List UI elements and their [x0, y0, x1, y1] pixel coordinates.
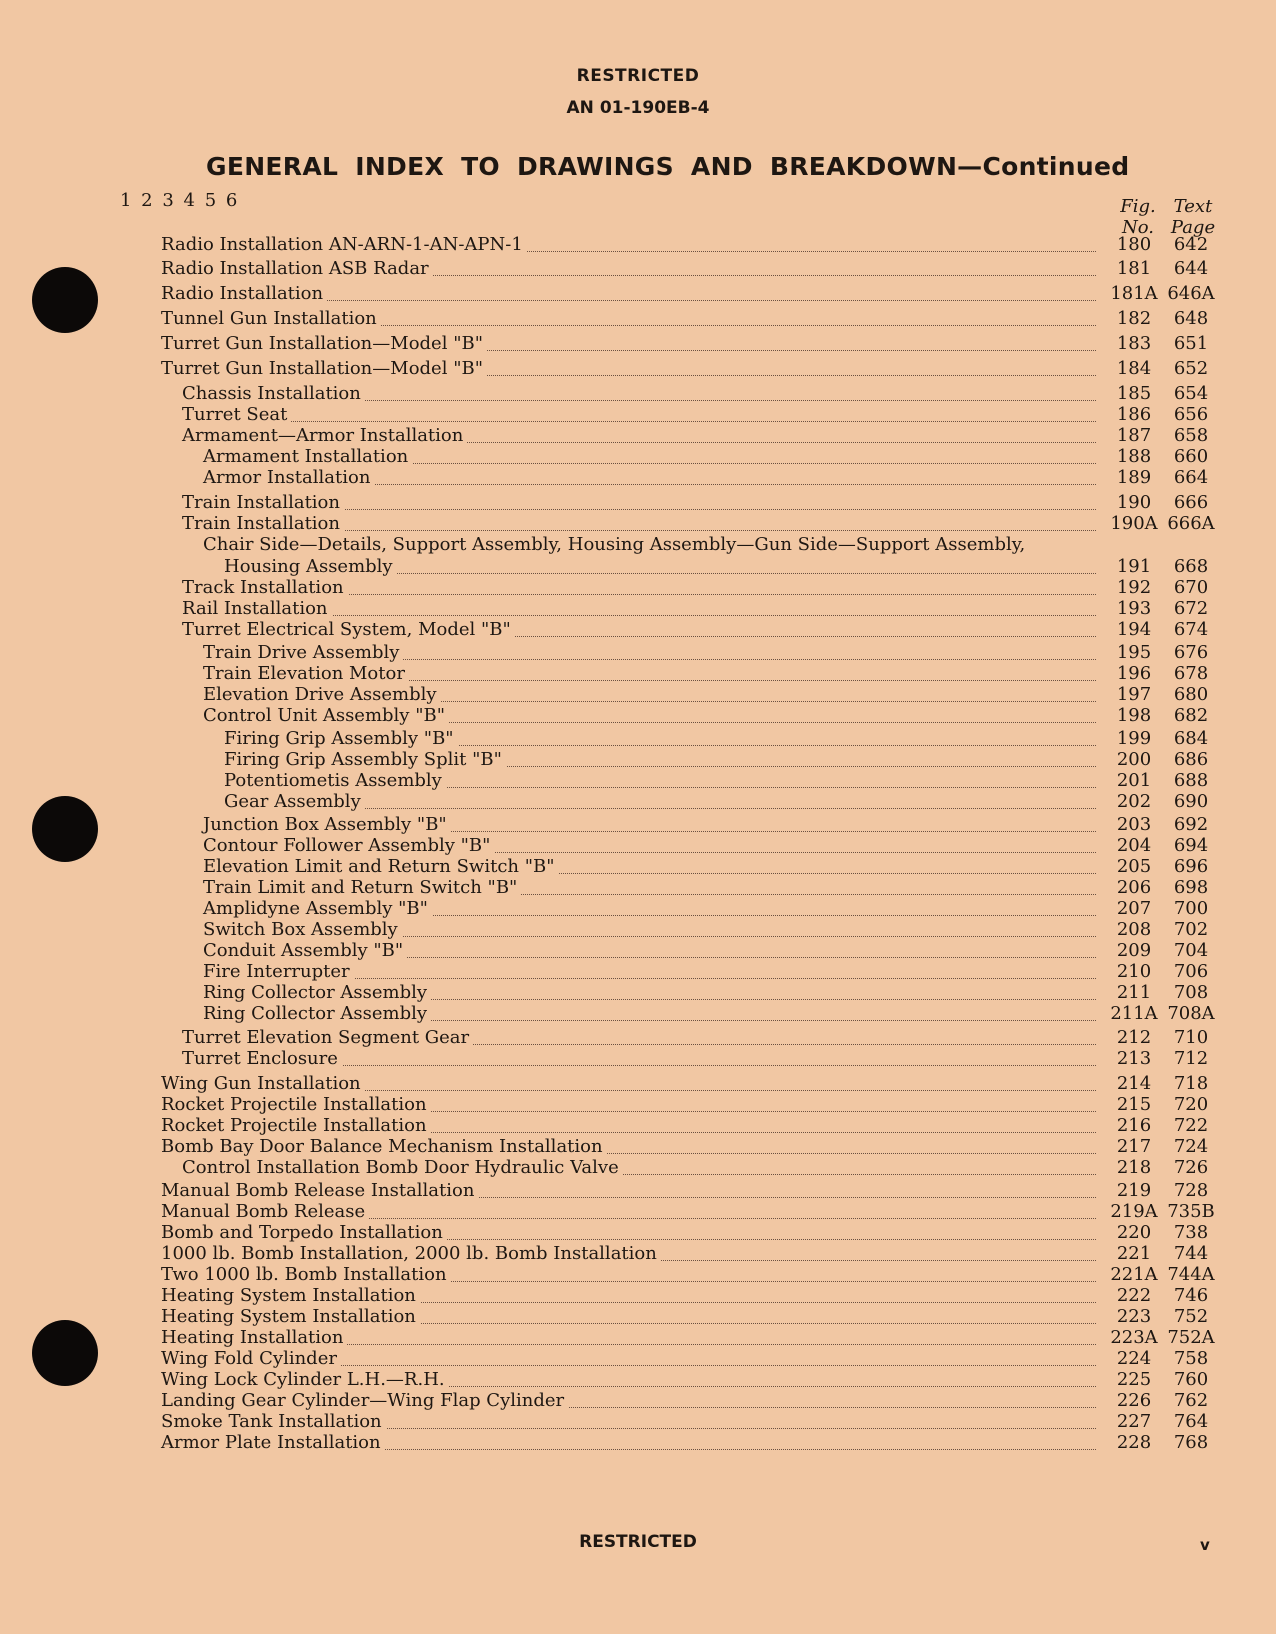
- index-entry-text-page: 642: [1173, 234, 1209, 255]
- index-entry-label: Heating Installation: [161, 1327, 347, 1349]
- index-entry: [0, 1157, 1276, 1179]
- index-entry-fig-no: 208: [1116, 919, 1152, 940]
- index-entry-text-page: 680: [1173, 684, 1209, 705]
- index-entry-text-page: 726: [1173, 1157, 1209, 1178]
- index-entry: [0, 234, 1276, 256]
- index-entry-label: Switch Box Assembly: [203, 919, 402, 941]
- document-number: AN 01-190EB-4: [566, 98, 710, 118]
- index-entry-fig-no: 213: [1116, 1048, 1152, 1069]
- index-entry-text-page: 686: [1173, 749, 1209, 770]
- index-entry-fig-no: 190A: [1110, 513, 1158, 534]
- index-entry-fig-no: 214: [1116, 1073, 1152, 1094]
- index-entry-text-page: 668: [1173, 556, 1209, 577]
- index-entry: [0, 598, 1276, 620]
- index-entry: [0, 814, 1276, 836]
- index-entry-text-page: 664: [1173, 467, 1209, 488]
- index-entry: [0, 1327, 1276, 1349]
- index-entry-label: Tunnel Gun Installation: [161, 308, 381, 330]
- page-number: v: [1200, 1536, 1210, 1554]
- index-entry: [0, 1222, 1276, 1244]
- index-entry-fig-no: 195: [1116, 642, 1152, 663]
- index-entry-fig-no: 221A: [1110, 1264, 1158, 1285]
- index-entry-label: Rail Installation: [182, 598, 332, 620]
- index-entry-fig-no: 183: [1116, 333, 1152, 354]
- index-entry-text-page: 682: [1173, 705, 1209, 726]
- index-entry: [0, 1115, 1276, 1137]
- index-entry-text-page: 651: [1173, 333, 1209, 354]
- index-entry-label: Control Installation Bomb Door Hydraulic Valve: [182, 1157, 623, 1179]
- index-entry-text-page: 708A: [1167, 1003, 1215, 1024]
- index-entry: [0, 619, 1276, 641]
- index-entry: [0, 1369, 1276, 1391]
- index-entry-fig-no: 191: [1116, 556, 1152, 577]
- index-entry-label: Two 1000 lb. Bomb Installation: [161, 1264, 451, 1286]
- index-entry-label: Wing Fold Cylinder: [161, 1348, 341, 1370]
- index-entry-text-page: 760: [1173, 1369, 1209, 1390]
- index-entry: [0, 308, 1276, 330]
- index-entry-fig-no: 211: [1116, 982, 1152, 1003]
- index-entry-text-page: 698: [1173, 877, 1209, 898]
- index-entry-text-page: 644: [1173, 258, 1209, 279]
- index-entry-fig-no: 188: [1116, 446, 1152, 467]
- index-entry-label: Contour Follower Assembly "B": [203, 835, 494, 857]
- index-entry-text-page: 656: [1173, 404, 1209, 425]
- index-entry-label: Conduit Assembly "B": [203, 940, 407, 962]
- index-entry-fig-no: 225: [1116, 1369, 1152, 1390]
- index-entry-fig-no: 192: [1116, 577, 1152, 598]
- index-entry-label: Armament Installation: [203, 446, 412, 468]
- index-entry: [0, 513, 1276, 535]
- index-entry-fig-no: 204: [1116, 835, 1152, 856]
- index-entry-fig-no: 184: [1116, 358, 1152, 379]
- index-entry: [0, 1136, 1276, 1158]
- index-entry-label: Bomb Bay Door Balance Mechanism Installation: [161, 1136, 607, 1158]
- index-entry-text-page: 710: [1173, 1027, 1209, 1048]
- index-entry-text-page: 720: [1173, 1094, 1209, 1115]
- index-entry-label: Ring Collector Assembly: [203, 982, 431, 1004]
- index-entry: [0, 1094, 1276, 1116]
- index-entry-label: Rocket Projectile Installation: [161, 1094, 431, 1116]
- indent-level-key: 1 2 3 4 5 6: [120, 190, 240, 211]
- index-entry-text-page: 674: [1173, 619, 1209, 640]
- index-entry-label: Track Installation: [182, 577, 348, 599]
- index-entry-fig-no: 202: [1116, 791, 1152, 812]
- index-entry: [0, 1048, 1276, 1070]
- index-entry-text-page: 660: [1173, 446, 1209, 467]
- index-entry: [0, 1243, 1276, 1265]
- index-entry-fig-no: 228: [1116, 1432, 1152, 1453]
- index-entry-label: Train Elevation Motor: [203, 663, 409, 685]
- index-entry-label: Rocket Projectile Installation: [161, 1115, 431, 1137]
- index-entry-label: Firing Grip Assembly Split "B": [224, 749, 506, 771]
- index-entry-text-page: 752: [1173, 1306, 1209, 1327]
- index-entry: [0, 1264, 1276, 1286]
- index-entry-text-page: 752A: [1167, 1327, 1215, 1348]
- index-entry-label: Ring Collector Assembly: [203, 1003, 431, 1025]
- index-entry-text-page: 708: [1173, 982, 1209, 1003]
- index-entry-text-page: 738: [1173, 1222, 1209, 1243]
- index-entry-fig-no: 226: [1116, 1390, 1152, 1411]
- index-entry-fig-no: 187: [1116, 425, 1152, 446]
- index-entry-text-page: 648: [1173, 308, 1209, 329]
- index-entry-fig-no: 224: [1116, 1348, 1152, 1369]
- index-entry-fig-no: 221: [1116, 1243, 1152, 1264]
- index-entry-fig-no: 180: [1116, 234, 1152, 255]
- index-entry-label: Firing Grip Assembly "B": [224, 728, 458, 750]
- index-entry-fig-no: 219: [1116, 1180, 1152, 1201]
- index-entry: [0, 1432, 1276, 1454]
- page-title: GENERAL INDEX TO DRAWINGS AND BREAKDOWN—Continued: [206, 152, 1130, 181]
- index-entry: [0, 1027, 1276, 1049]
- index-entry-fig-no: 223A: [1110, 1327, 1158, 1348]
- index-entry: [0, 898, 1276, 920]
- index-entry-fig-no: 201: [1116, 770, 1152, 791]
- index-entry-label: Armor Plate Installation: [161, 1432, 385, 1454]
- index-entry-fig-no: 223: [1116, 1306, 1152, 1327]
- index-entry-label: Manual Bomb Release Installation: [161, 1180, 478, 1202]
- index-entry-text-page: 652: [1173, 358, 1209, 379]
- index-entry-text-page: 724: [1173, 1136, 1209, 1157]
- index-entry-label: Armor Installation: [203, 467, 374, 489]
- index-entry-label: Chassis Installation: [182, 383, 365, 405]
- index-entry-text-page: 684: [1173, 728, 1209, 749]
- index-entry-fig-no: 227: [1116, 1411, 1152, 1432]
- index-entry: [0, 663, 1276, 685]
- index-entry: [0, 1306, 1276, 1328]
- index-entry-fig-no: 207: [1116, 898, 1152, 919]
- index-entry: [0, 705, 1276, 727]
- index-entry-fig-no: 200: [1116, 749, 1152, 770]
- index-entry: [0, 577, 1276, 599]
- index-entry: [0, 1348, 1276, 1370]
- index-entry-label: Elevation Drive Assembly: [203, 684, 441, 706]
- index-entry: [0, 1201, 1276, 1223]
- index-entry-label: Heating System Installation: [161, 1285, 420, 1307]
- index-entry-text-page: 688: [1173, 770, 1209, 791]
- index-entry-text-page: 696: [1173, 856, 1209, 877]
- index-entry-fig-no: 194: [1116, 619, 1152, 640]
- index-entry-label: Wing Lock Cylinder L.H.—R.H.: [161, 1369, 449, 1391]
- index-entry: [0, 749, 1276, 771]
- index-entry-label: Fire Interrupter: [203, 961, 354, 983]
- index-entry-text-page: 706: [1173, 961, 1209, 982]
- index-entry-fig-no: 203: [1116, 814, 1152, 835]
- index-entry: [0, 333, 1276, 355]
- index-entry: [0, 258, 1276, 280]
- index-entry: [0, 492, 1276, 514]
- index-entry-label: Heating System Installation: [161, 1306, 420, 1328]
- index-entry: [0, 383, 1276, 405]
- index-entry-label: Wing Gun Installation: [161, 1073, 365, 1095]
- index-entry-continuation: Chair Side—Details, Support Assembly, Housing Assembly—Gun Side—Support Assembly,: [203, 534, 1026, 555]
- index-entry-label: Radio Installation ASB Radar: [161, 258, 433, 280]
- index-entry-fig-no: 215: [1116, 1094, 1152, 1115]
- index-entry-fig-no: 206: [1116, 877, 1152, 898]
- index-entry: [0, 1285, 1276, 1307]
- index-entry-label: Gear Assembly: [224, 791, 365, 813]
- index-entry-text-page: 712: [1173, 1048, 1209, 1069]
- index-entry-label: Radio Installation AN-ARN-1-AN-APN-1: [161, 234, 527, 256]
- index-entry-label: Train Limit and Return Switch "B": [203, 877, 521, 899]
- index-entry-label: Armament—Armor Installation: [182, 425, 467, 447]
- index-entry-text-page: 746: [1173, 1285, 1209, 1306]
- index-entry: [0, 1411, 1276, 1433]
- index-entry-label: Elevation Limit and Return Switch "B": [203, 856, 559, 878]
- column-header-fig-line1: Fig.: [1120, 196, 1156, 217]
- index-entry-label: Amplidyne Assembly "B": [203, 898, 432, 920]
- index-entry-label: 1000 lb. Bomb Installation, 2000 lb. Bomb Installation: [161, 1243, 661, 1265]
- index-entry-text-page: 676: [1173, 642, 1209, 663]
- column-header-page-line2: Page: [1170, 217, 1216, 238]
- index-entry-label: Radio Installation: [161, 283, 327, 305]
- index-entry-fig-no: 218: [1116, 1157, 1152, 1178]
- index-entry-text-page: 702: [1173, 919, 1209, 940]
- index-entry-fig-no: 185: [1116, 383, 1152, 404]
- index-entry: [0, 835, 1276, 857]
- index-entry-fig-no: 211A: [1110, 1003, 1158, 1024]
- index-entry-text-page: 692: [1173, 814, 1209, 835]
- index-entry-text-page: 672: [1173, 598, 1209, 619]
- index-entry-fig-no: 189: [1116, 467, 1152, 488]
- index-entry-text-page: 694: [1173, 835, 1209, 856]
- index-entry-fig-no: 219A: [1110, 1201, 1158, 1222]
- index-entry-text-page: 728: [1173, 1180, 1209, 1201]
- index-entry-fig-no: 190: [1116, 492, 1152, 513]
- index-entry-text-page: 670: [1173, 577, 1209, 598]
- index-entry-fig-no: 216: [1116, 1115, 1152, 1136]
- index-entry-text-page: 768: [1173, 1432, 1209, 1453]
- index-entry-label: Junction Box Assembly "B": [203, 814, 451, 836]
- index-entry-fig-no: 197: [1116, 684, 1152, 705]
- index-entry-text-page: 744A: [1167, 1264, 1215, 1285]
- index-entry-fig-no: 222: [1116, 1285, 1152, 1306]
- index-entry: [0, 425, 1276, 447]
- index-entry: [0, 940, 1276, 962]
- index-entry: [0, 1180, 1276, 1202]
- classification-top: RESTRICTED: [576, 66, 700, 86]
- dot-leader: [182, 421, 1096, 422]
- index-entry: [0, 856, 1276, 878]
- index-entry-fig-no: 181A: [1110, 283, 1158, 304]
- column-header-page-line1: Text: [1173, 196, 1213, 217]
- index-entry-text-page: 704: [1173, 940, 1209, 961]
- index-entry: [0, 982, 1276, 1004]
- index-entry-label: Turret Enclosure: [182, 1048, 342, 1070]
- index-entry-text-page: 762: [1173, 1390, 1209, 1411]
- index-entry-text-page: 700: [1173, 898, 1209, 919]
- index-entry-label: Housing Assembly: [224, 556, 397, 578]
- index-entry-text-page: 654: [1173, 383, 1209, 404]
- index-entry-fig-no: 212: [1116, 1027, 1152, 1048]
- index-entry-label: Turret Electrical System, Model "B": [182, 619, 515, 641]
- index-entry: [0, 642, 1276, 664]
- index-entry: [0, 961, 1276, 983]
- index-entry: [0, 770, 1276, 792]
- index-entry-text-page: 764: [1173, 1411, 1209, 1432]
- index-entry-fig-no: 220: [1116, 1222, 1152, 1243]
- index-entry-label: Train Installation: [182, 513, 344, 535]
- index-entry-text-page: 690: [1173, 791, 1209, 812]
- index-entry-fig-no: 199: [1116, 728, 1152, 749]
- index-entry-fig-no: 198: [1116, 705, 1152, 726]
- index-entry-label: Train Installation: [182, 492, 344, 514]
- index-entry-fig-no: 182: [1116, 308, 1152, 329]
- index-entry-text-page: 722: [1173, 1115, 1209, 1136]
- index-entry: [0, 283, 1276, 305]
- index-entry-label: Turret Gun Installation—Model "B": [161, 358, 487, 380]
- index-entry-fig-no: 209: [1116, 940, 1152, 961]
- index-entry: [0, 1390, 1276, 1412]
- index-entry-fig-no: 193: [1116, 598, 1152, 619]
- index-entry-label: Smoke Tank Installation: [161, 1411, 386, 1433]
- index-entry-label: Train Drive Assembly: [203, 642, 403, 664]
- index-entry: [0, 1073, 1276, 1095]
- index-entry-text-page: 744: [1173, 1243, 1209, 1264]
- index-entry-text-page: 678: [1173, 663, 1209, 684]
- index-entry: [0, 919, 1276, 941]
- index-entry: [0, 446, 1276, 468]
- index-entry: [0, 404, 1276, 426]
- index-entry-label: Turret Seat: [182, 404, 291, 426]
- index-entry-fig-no: 186: [1116, 404, 1152, 425]
- column-header-text-page: [1158, 196, 1228, 238]
- index-entry-fig-no: 181: [1116, 258, 1152, 279]
- index-entry-text-page: 646A: [1167, 283, 1215, 304]
- index-entry-label: Bomb and Torpedo Installation: [161, 1222, 447, 1244]
- index-entry-text-page: 718: [1173, 1073, 1209, 1094]
- index-entry-fig-no: 217: [1116, 1136, 1152, 1157]
- index-entry-label: Turret Gun Installation—Model "B": [161, 333, 487, 355]
- index-entry-fig-no: 205: [1116, 856, 1152, 877]
- column-header-fig-line2: No.: [1122, 217, 1154, 238]
- index-entry: [0, 1003, 1276, 1025]
- index-entry-label: Control Unit Assembly "B": [203, 705, 449, 727]
- index-entry-label: Landing Gear Cylinder—Wing Flap Cylinder: [161, 1390, 568, 1412]
- index-entry: [0, 877, 1276, 899]
- index-entry-label: Turret Elevation Segment Gear: [182, 1027, 473, 1049]
- index-entry-text-page: 735B: [1167, 1201, 1215, 1222]
- index-entry: [0, 358, 1276, 380]
- index-entry-text-page: 758: [1173, 1348, 1209, 1369]
- index-entry: [0, 467, 1276, 489]
- classification-bottom: RESTRICTED: [579, 1532, 697, 1552]
- index-entry: [0, 728, 1276, 750]
- index-entry: [0, 684, 1276, 706]
- index-entry-text-page: 658: [1173, 425, 1209, 446]
- index-entry-text-page: 666: [1173, 492, 1209, 513]
- index-entry: [0, 556, 1276, 578]
- index-entry-fig-no: 210: [1116, 961, 1152, 982]
- index-entry-label: Manual Bomb Release: [161, 1201, 369, 1223]
- index-entry: [0, 791, 1276, 813]
- index-entry-label: Potentiometis Assembly: [224, 770, 446, 792]
- index-entry-text-page: 666A: [1167, 513, 1215, 534]
- index-entry-fig-no: 196: [1116, 663, 1152, 684]
